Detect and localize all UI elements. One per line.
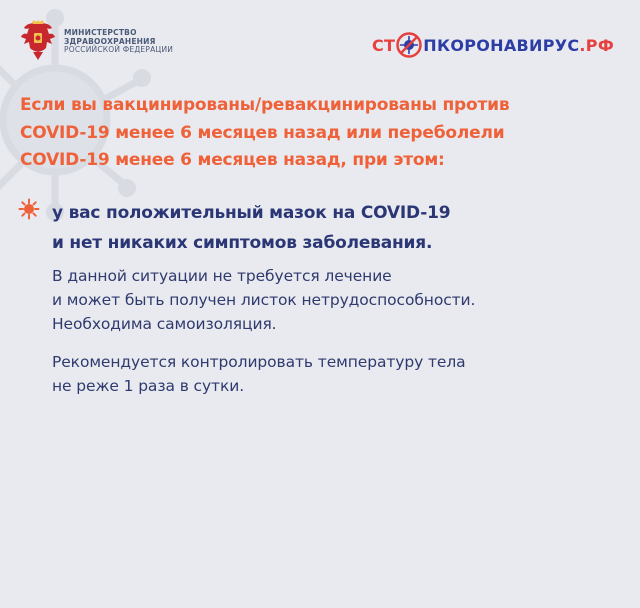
paragraph1-line-2: и может быть получен листок нетрудоспособности.: [52, 291, 476, 309]
ministry-name: [64, 29, 173, 55]
ministry-line-2: ЗДРАВООХРАНЕНИЯ: [64, 36, 156, 46]
logo-part-rf: .РФ: [579, 35, 614, 55]
coat-of-arms-icon: [20, 20, 56, 64]
paragraph2-line-2: не реже 1 раза в сутки.: [52, 377, 245, 395]
ministry-line-3: РОССИЙСКОЙ ФЕДЕРАЦИИ: [64, 45, 174, 55]
condition-line-1: у вас положительный мазок на COVID-19: [52, 203, 451, 223]
stopkoronavirus-logo: [372, 32, 614, 58]
ministry-line-1: МИНИСТЕРСТВО: [64, 28, 137, 38]
headline-line-1: Если вы вакцинированы/ревакцинированы против: [20, 95, 510, 115]
paragraph1-line-3: Необходима самоизоляция.: [52, 315, 277, 333]
header: [20, 20, 620, 70]
paragraph1-line-1: В данной ситуации не требуется лечение: [52, 267, 392, 285]
condition-line-2: и нет никаких симптомов заболевания.: [52, 233, 433, 253]
paragraph-temperature: [52, 350, 466, 398]
paragraph2-line-1: Рекомендуется контролировать температуру тела: [52, 353, 466, 371]
crossed-out-virus-icon: [396, 32, 422, 58]
logo-part-st: СТ: [371, 35, 396, 55]
headline-line-2: COVID-19 менее 6 месяцев назад или переболели: [20, 122, 505, 143]
paragraph-treatment: [52, 264, 475, 336]
virus-icon: [18, 198, 40, 220]
ministry-logo: [20, 20, 173, 64]
headline-line-3: COVID-19 менее 6 месяцев назад, при этом:: [20, 150, 445, 170]
headline: [20, 92, 630, 175]
logo-part-koronavirus: ПКОРОНАВИРУС: [423, 35, 580, 55]
condition-text: [52, 198, 450, 258]
